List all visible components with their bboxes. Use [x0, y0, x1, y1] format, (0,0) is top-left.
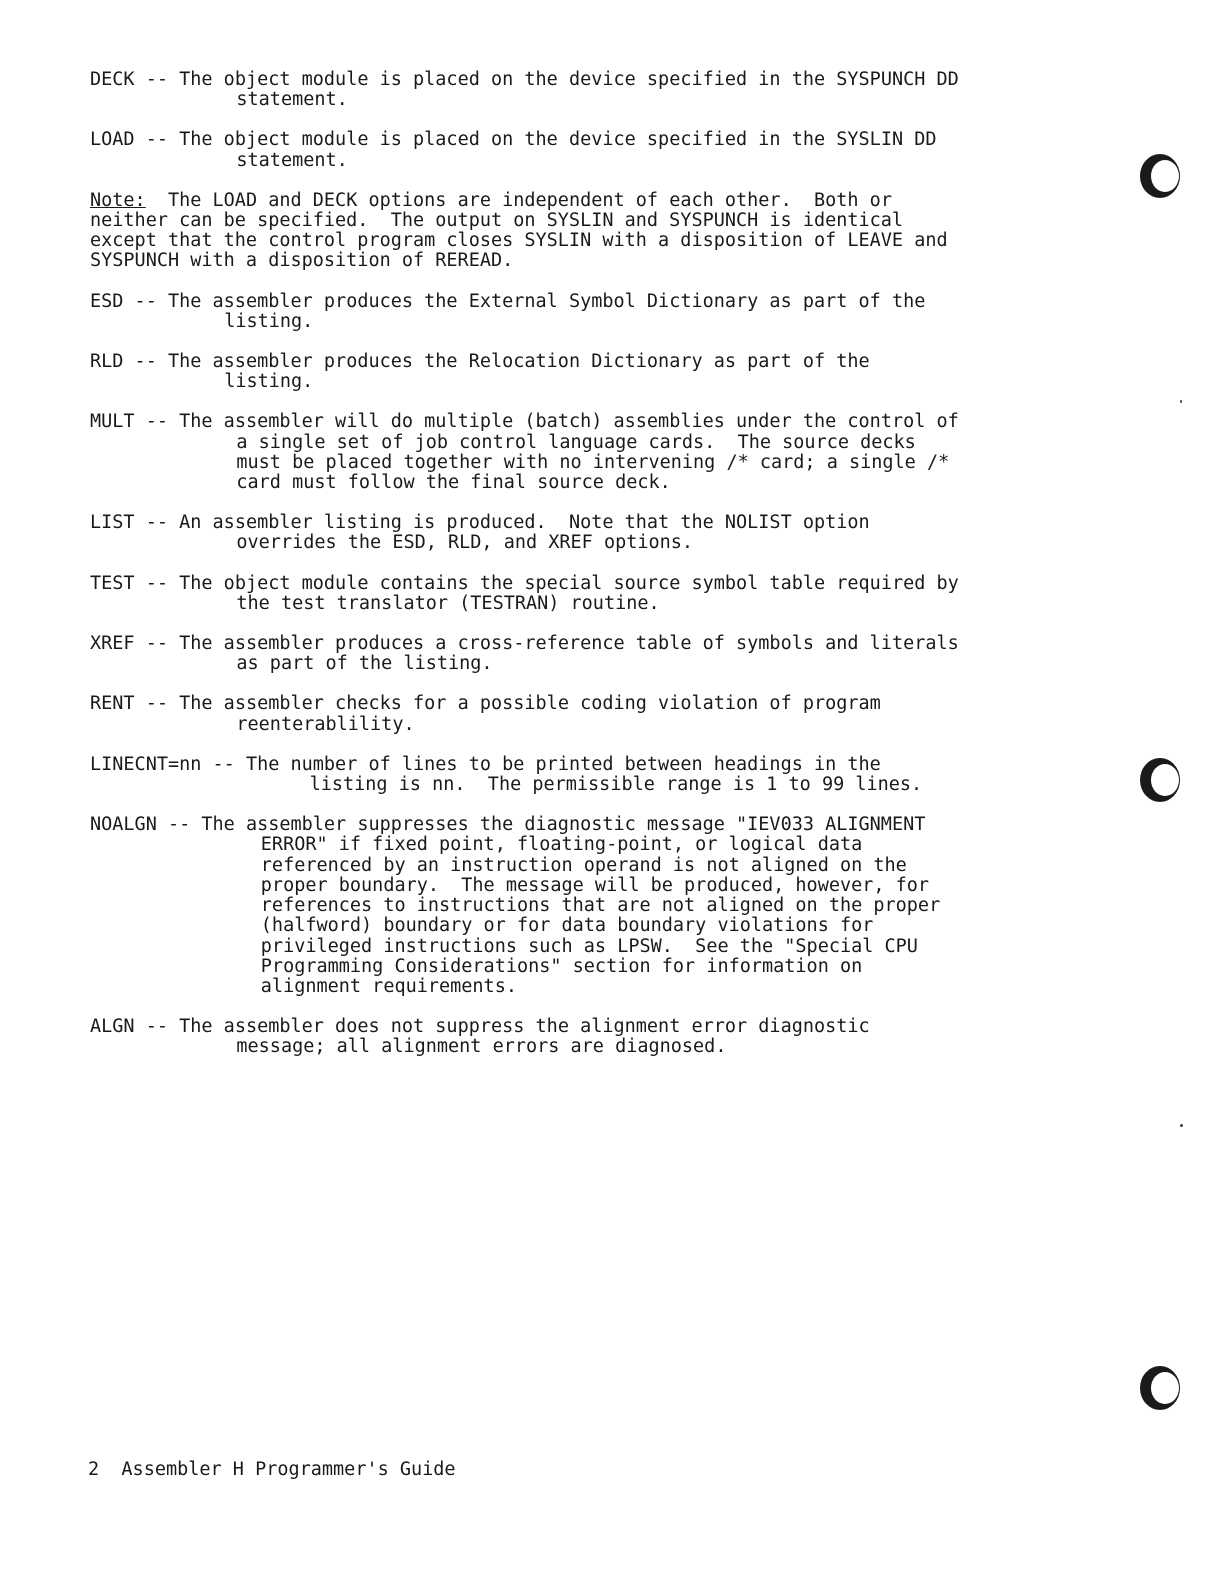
option-description: An assembler listing is produced. Note that the NOLIST option overrides the ESD, RLD, and XREF options. — [179, 512, 881, 554]
option-name: NOALGN — [90, 814, 157, 836]
separator — [146, 190, 168, 211]
option-description: The LOAD and DECK options are independent of each other. Both or neither can be specified. The output on SYSLIN and SYSPUNCH is identical except that the control program closes SYSLIN with a disposition of LEAVE and SYSPUNCH with a disposition of REREAD. — [90, 189, 959, 272]
separator: -- — [134, 129, 180, 151]
separator: -- — [134, 633, 180, 655]
separator: -- — [156, 814, 202, 836]
separator: -- — [134, 1016, 180, 1038]
option-entry — [90, 694, 960, 734]
option-description: The assembler produces the Relocation Dictionary as part of the listing. — [167, 351, 881, 393]
separator: -- — [134, 69, 180, 90]
separator: -- — [134, 512, 180, 534]
separator: -- — [134, 411, 180, 433]
option-name: LOAD — [90, 129, 135, 151]
option-description: The assembler produces the External Symbol Dictionary as part of the listing. — [167, 290, 937, 332]
option-entry — [90, 755, 960, 795]
option-entry — [90, 572, 970, 614]
options-list — [90, 69, 970, 1078]
punch-hole-bottom — [1140, 1366, 1180, 1410]
option-description: The assembler will do multiple (batch) assemblies under the control of a single set of job control language cards. The source decks must be placed together with no intervening /* card; a single /* card must follow the final source deck. — [179, 411, 970, 494]
option-description: The object module is placed on the device specified in the SYSLIN DD statement. — [179, 129, 948, 171]
option-name: ESD — [90, 290, 124, 312]
option-name: MULT — [90, 411, 135, 433]
separator: -- — [201, 753, 246, 775]
option-name: RLD — [90, 351, 124, 373]
option-description: The assembler produces a cross-reference table of symbols and literals as part of the listing. — [179, 633, 970, 675]
page-number: 2 — [88, 1459, 100, 1480]
separator: -- — [123, 290, 168, 312]
option-entry — [90, 130, 960, 170]
option-name: ALGN — [90, 1016, 135, 1038]
note-paragraph — [90, 191, 960, 272]
option-entry — [90, 292, 960, 332]
option-entry — [90, 633, 970, 675]
option-name: RENT — [90, 693, 135, 715]
option-description: The assembler does not suppress the alignment error diagnostic message; all alignment errors are diagnosed. — [179, 1016, 881, 1058]
guide-title: Assembler H Programmer's Guide — [121, 1459, 456, 1480]
option-name: XREF — [90, 633, 135, 655]
option-entry — [90, 513, 960, 553]
note-label: Note: — [90, 189, 146, 211]
separator: -- — [134, 693, 180, 715]
option-description: The object module contains the special source symbol table required by the test translator (TESTRAN) routine. — [179, 572, 970, 614]
option-entry — [90, 411, 970, 494]
option-name: LINECNT=nn — [90, 753, 202, 775]
option-entry — [90, 69, 970, 111]
separator: -- — [134, 572, 180, 594]
option-name: TEST — [90, 572, 135, 594]
option-name: DECK — [90, 69, 135, 90]
option-entry — [90, 1017, 960, 1057]
separator: -- — [123, 351, 168, 373]
option-description: The assembler suppresses the diagnostic message "IEV033 ALIGNMENT ERROR" if fixed point, floating-point, or logical data referenced by an instruction operand is not aligned on the proper boundary. The message will be produced, however, for references to instructions that are not aligned on the proper (halfword) boundary or for data boundary violations for privileged instructions such as LPSW. See the "Special CPU Programming Considerations" section for information on alignment requirements. — [201, 814, 952, 997]
punch-hole-middle — [1140, 758, 1180, 802]
option-description: The assembler checks for a possible coding violation of program reenterablility. — [179, 693, 892, 735]
option-description: The number of lines to be printed between headings in the listing is nn. The permissible range is 1 to 99 lines. — [245, 753, 923, 796]
page-footer — [88, 1460, 456, 1480]
option-entry — [90, 352, 960, 392]
punch-hole-top — [1140, 154, 1180, 198]
option-entry — [90, 815, 960, 997]
option-description: The object module is placed on the device specified in the SYSPUNCH DD statement. — [179, 69, 970, 111]
scan-speck — [1180, 1124, 1183, 1127]
scan-speck — [1180, 400, 1182, 403]
option-name: LIST — [90, 512, 135, 534]
